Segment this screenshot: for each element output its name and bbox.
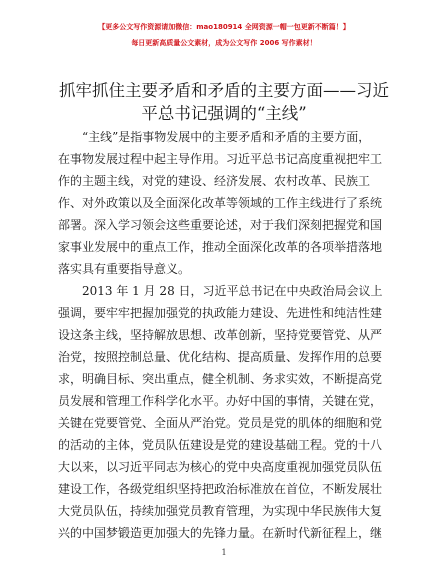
paragraph-2-line: 兴的中国梦锻造更加强大的先锋力量。在新时代新征程上，继 [58, 526, 383, 540]
paragraph-1-line: 作、对外政策以及全面深化改革等领域的工作主线进行了系统 [58, 196, 383, 210]
paragraph-2-line: 设这条主线，坚持解放思想、改革创新，坚持党要管党、从严 [58, 328, 383, 342]
paragraph-1-line: “主线”是指事物发展中的主要矛盾和矛盾的主要方面， [82, 130, 371, 144]
paragraph-2-line: 大党员队伍，持续加强党员教育管理，为实现中华民族伟大复 [58, 504, 383, 518]
paragraph-1-line: 落实具有重要指导意义。 [58, 262, 191, 276]
paragraph-2-line: 求，明确目标、突出重点，健全机制、务求实效，不断提高党 [58, 372, 383, 386]
paragraph-2-line: 2013 年 1 月 28 日，习近平总书记在中央政治局会议上 [82, 284, 383, 298]
paragraph-2-line: 的活动的主体，党员队伍建设是党的建设基础工程。党的十八 [58, 438, 383, 452]
paragraph-2-line: 治党，按照控制总量、优化结构、提高质量、发挥作用的总要 [58, 350, 383, 364]
paragraph-2-line: 员发展和管理工作科学化水平。办好中国的事情，关键在党， [58, 394, 383, 408]
page-number: 1 [221, 548, 227, 557]
paragraph-1-line: 家事业发展中的重点工作，推动全面深化改革的各项举措落地 [58, 240, 383, 254]
promo-banner-line-1[interactable]: 【更多公文写作资源请加微信：mao180914 全网资源一帽一包更新不断篇！】 [98, 23, 350, 31]
paragraph-1-line: 在事物发展过程中起主导作用。习近平总书记高度重视把牢工 [58, 152, 383, 166]
paragraph-2-line: 关键在党要管党、全面从严治党。党员是党的肌体的细胞和党 [58, 416, 383, 430]
document-title-line-2: 平总书记强调的“主线” [141, 104, 307, 123]
paragraph-1-line: 作的主题主线，对党的建设、经济发展、农村改革、民族工 [58, 174, 371, 188]
paragraph-2-line: 建设工作，各级党组织坚持把政治标准放在首位，不断发展壮 [58, 482, 383, 496]
document-title-line-1: 抓牢抓住主要矛盾和矛盾的主要方面——习近 [59, 81, 389, 100]
paragraph-2-line: 强调，要牢牢把握加强党的执政能力建设、先进性和纯洁性建 [58, 306, 383, 320]
promo-banner-line-2[interactable]: 每日更新高质量公文素材，成为公文写作 2006 写作素材！ [131, 39, 317, 47]
paragraph-1-line: 部署。深入学习领会这些重要论述，对于我们深刻把握党和国 [58, 218, 383, 232]
paragraph-2-line: 大以来，以习近平同志为核心的党中央高度重视加强党员队伍 [58, 460, 383, 474]
